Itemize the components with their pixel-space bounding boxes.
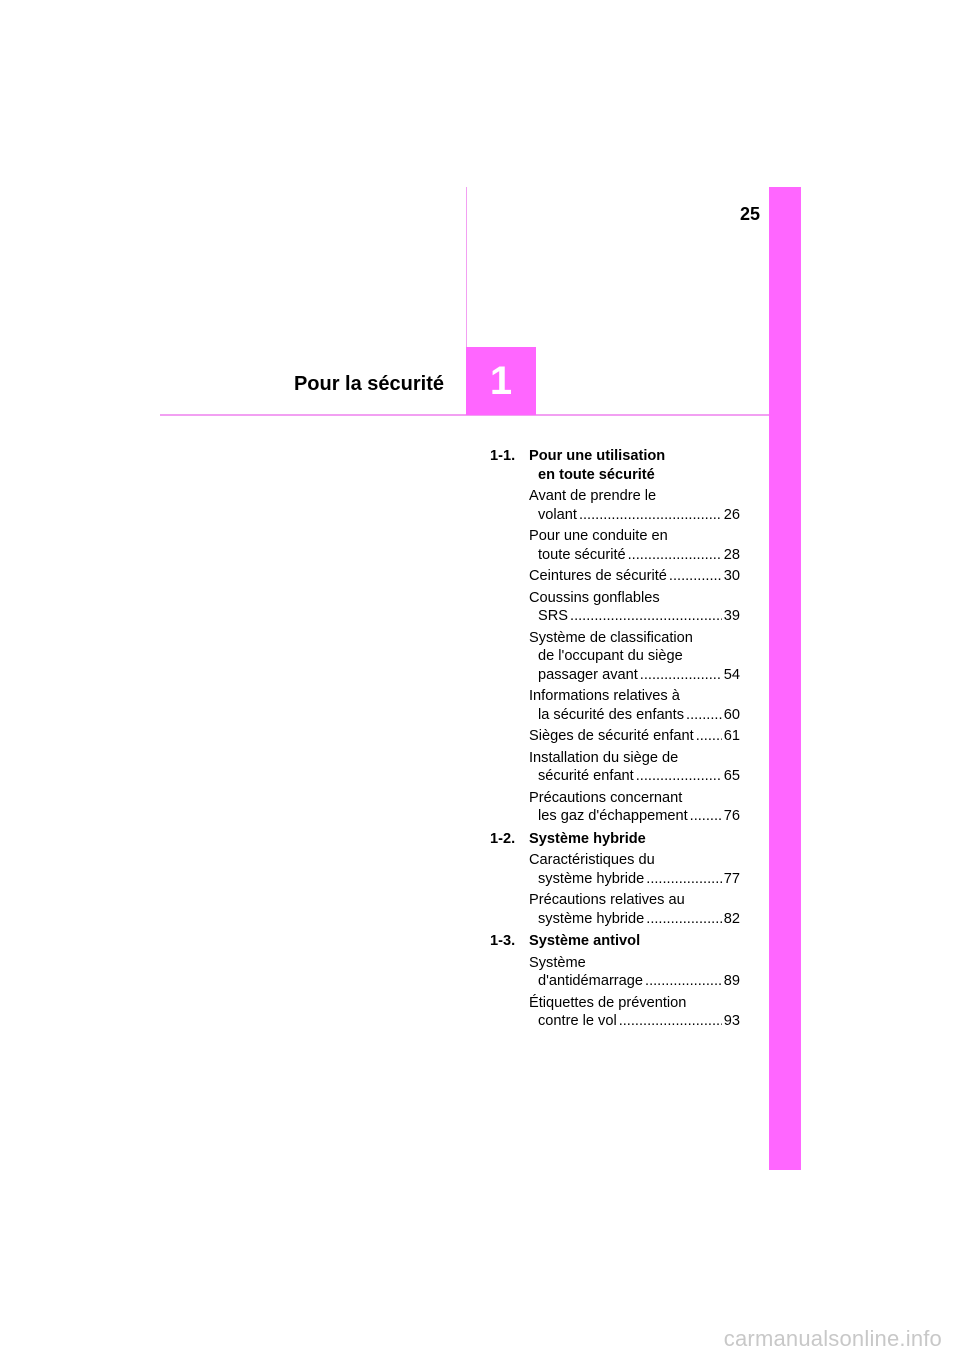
section-number: 1-2. [490,830,516,847]
toc-entry-line: Précautions relatives au [529,892,685,908]
toc-entry[interactable] [529,789,740,826]
toc-entry[interactable] [529,487,740,524]
dot-leader [690,807,722,826]
dot-leader [579,506,722,525]
watermark: carmanualsonline.info [723,1326,942,1351]
toc-entry-text: sécurité enfant [538,768,634,784]
section-title-line: Pour une utilisation [529,448,666,464]
toc-entry-text: système hybride [538,910,645,927]
section-heading[interactable] [490,932,740,951]
section-number: 1-3. [490,933,516,949]
section-heading[interactable] [490,830,740,849]
dot-leader [646,870,722,889]
section-title-line: en toute sécurité [538,466,655,483]
chapter-number: 1 [489,359,513,403]
toc-entry-line: Pour une conduite en [529,528,668,544]
section-title-line: Système hybride [529,830,646,847]
toc-entry-line: Système [529,954,586,971]
toc-entry[interactable] [529,851,740,888]
toc-page-number: 77 [723,870,740,887]
chapter-title: Pour la sécurité [293,373,444,395]
toc-entry-line: Informations relatives à [529,688,680,704]
chapter-tab [466,347,536,415]
dot-leader [628,546,722,565]
toc-page-number: 28 [723,546,740,563]
toc-entry[interactable] [529,727,740,746]
toc-entry-line: Système de classification [529,629,693,646]
chapter-side-bar [769,187,801,1170]
toc-page-number: 30 [723,568,740,584]
toc-entry-text: Ceintures de sécurité [529,568,667,584]
toc-entry[interactable] [529,567,740,586]
toc-entry-text: passager avant [538,666,638,683]
table-of-contents [490,447,740,1034]
toc-page-number: 39 [723,608,740,624]
section-number: 1-1. [490,448,516,464]
toc-entry-line: Avant de prendre le [529,488,657,504]
toc-page-number: 54 [723,666,740,683]
toc-entry-text: toute sécurité [538,546,626,563]
toc-entry[interactable] [529,629,740,685]
toc-page-number: 82 [723,910,740,927]
dot-leader [570,607,722,626]
toc-entry-line: Étiquettes de prévention [529,994,687,1011]
toc-entry[interactable] [529,749,740,786]
toc-entry-line: Caractéristiques du [529,852,655,868]
toc-entry-line: Précautions concernant [529,789,683,806]
dot-leader [646,910,722,929]
horizontal-divider [160,414,769,416]
toc-entry-text: SRS [538,608,569,624]
toc-entry[interactable] [529,891,740,928]
section-title [529,830,740,849]
dot-leader [686,706,722,725]
toc-entry-text: d'antidémarrage [538,973,644,989]
dot-leader [640,666,722,685]
vertical-divider [466,187,467,347]
toc-entry-text: contre le vol [538,1013,617,1029]
toc-page-number: 76 [723,808,740,824]
toc-entry-text: volant [538,506,577,523]
toc-page-number: 26 [723,506,740,523]
dot-leader [645,972,722,991]
toc-entry-text: la sécurité des enfants [538,706,685,723]
section-title-line: Système antivol [529,933,641,949]
toc-page-number: 65 [723,768,740,784]
dot-leader [696,727,722,746]
section-title [529,447,740,484]
dot-leader [669,567,722,586]
toc-page-number: 89 [723,973,740,989]
toc-entry-text: système hybride [538,870,645,887]
toc-page-number: 61 [723,728,740,744]
toc-entry-text: Sièges de sécurité enfant [529,728,694,744]
toc-entry[interactable] [529,687,740,724]
dot-leader [619,1012,722,1031]
page-number: 25 [739,204,760,224]
toc-page-number: 60 [723,706,740,723]
section-title [529,932,740,951]
toc-entry[interactable] [529,954,740,991]
dot-leader [636,767,722,786]
toc-entry[interactable] [529,994,740,1031]
toc-entry-text: les gaz d'échappement [538,808,688,824]
section-heading[interactable] [490,447,740,484]
toc-entry[interactable] [529,589,740,626]
toc-page-number: 93 [723,1013,740,1029]
toc-entry[interactable] [529,527,740,564]
toc-entry-line: Installation du siège de [529,749,679,766]
toc-entry-line: de l'occupant du siège [538,648,683,664]
toc-entry-line: Coussins gonflables [529,589,660,606]
